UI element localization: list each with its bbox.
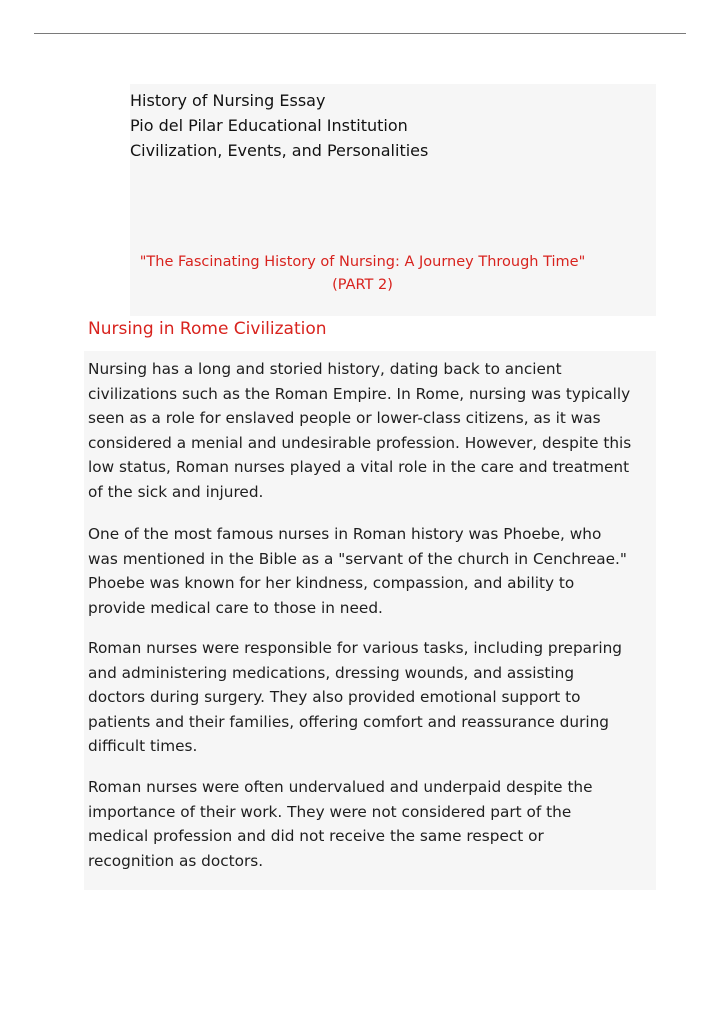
header-line-essay-title: History of Nursing Essay: [130, 91, 326, 110]
paragraph-line: Phoebe was known for her kindness, compassion, and ability to: [88, 574, 575, 592]
paragraph-1: [88, 357, 656, 504]
header-line-institution: Pio del Pilar Educational Institution: [130, 116, 408, 135]
essay-part-label: (PART 2): [332, 277, 393, 293]
paragraph-line: recognition as doctors.: [88, 851, 264, 870]
section-heading: Nursing in Rome Civilization: [88, 319, 327, 339]
paragraph-line: seen as a role for enslaved people or lower-class citizens, as it was: [88, 409, 601, 427]
paragraph-line: importance of their work. They were not considered part of the: [88, 802, 572, 821]
paragraph-line: difficult times.: [88, 737, 198, 755]
paragraph-line: provide medical care to those in need.: [88, 598, 383, 617]
paragraph-line: One of the most famous nurses in Roman history was Phoebe, who: [88, 525, 602, 543]
paragraph-line: low status, Roman nurses played a vital role in the care and treatment: [88, 458, 630, 476]
paragraph-3: [88, 636, 656, 759]
paragraph-line: medical profession and did not receive the same respect or: [88, 827, 544, 845]
paragraph-line: considered a menial and undesirable profession. However, despite this: [88, 433, 632, 452]
top-horizontal-rule: [34, 33, 686, 34]
paragraph-line: Roman nurses were often undervalued and underpaid despite the: [88, 778, 593, 796]
paragraph-line: Nursing has a long and storied history, dating back to ancient: [88, 360, 562, 378]
document-header-lines: [130, 88, 428, 163]
paragraph-line: of the sick and injured.: [88, 482, 264, 501]
essay-title: [130, 251, 595, 297]
paragraph-line: and administering medications, dressing wounds, and assisting: [88, 663, 575, 682]
essay-title-line: "The Fascinating History of Nursing: A Journey Through Time": [139, 254, 586, 270]
paragraph-line: Roman nurses were responsible for various tasks, including preparing: [88, 639, 622, 657]
paragraph-line: patients and their families, offering comfort and reassurance during: [88, 712, 610, 731]
paragraph-4: [88, 775, 656, 873]
essay-body-block: [84, 351, 656, 890]
paragraph-line: doctors during surgery. They also provided emotional support to: [88, 688, 581, 706]
paragraph-line: civilizations such as the Roman Empire. In Rome, nursing was typically: [88, 384, 631, 403]
header-line-topic: Civilization, Events, and Personalities: [130, 141, 429, 160]
paragraph-line: was mentioned in the Bible as a "servant of the church in Cenchreae.": [88, 549, 627, 568]
paragraph-2: [88, 522, 656, 620]
